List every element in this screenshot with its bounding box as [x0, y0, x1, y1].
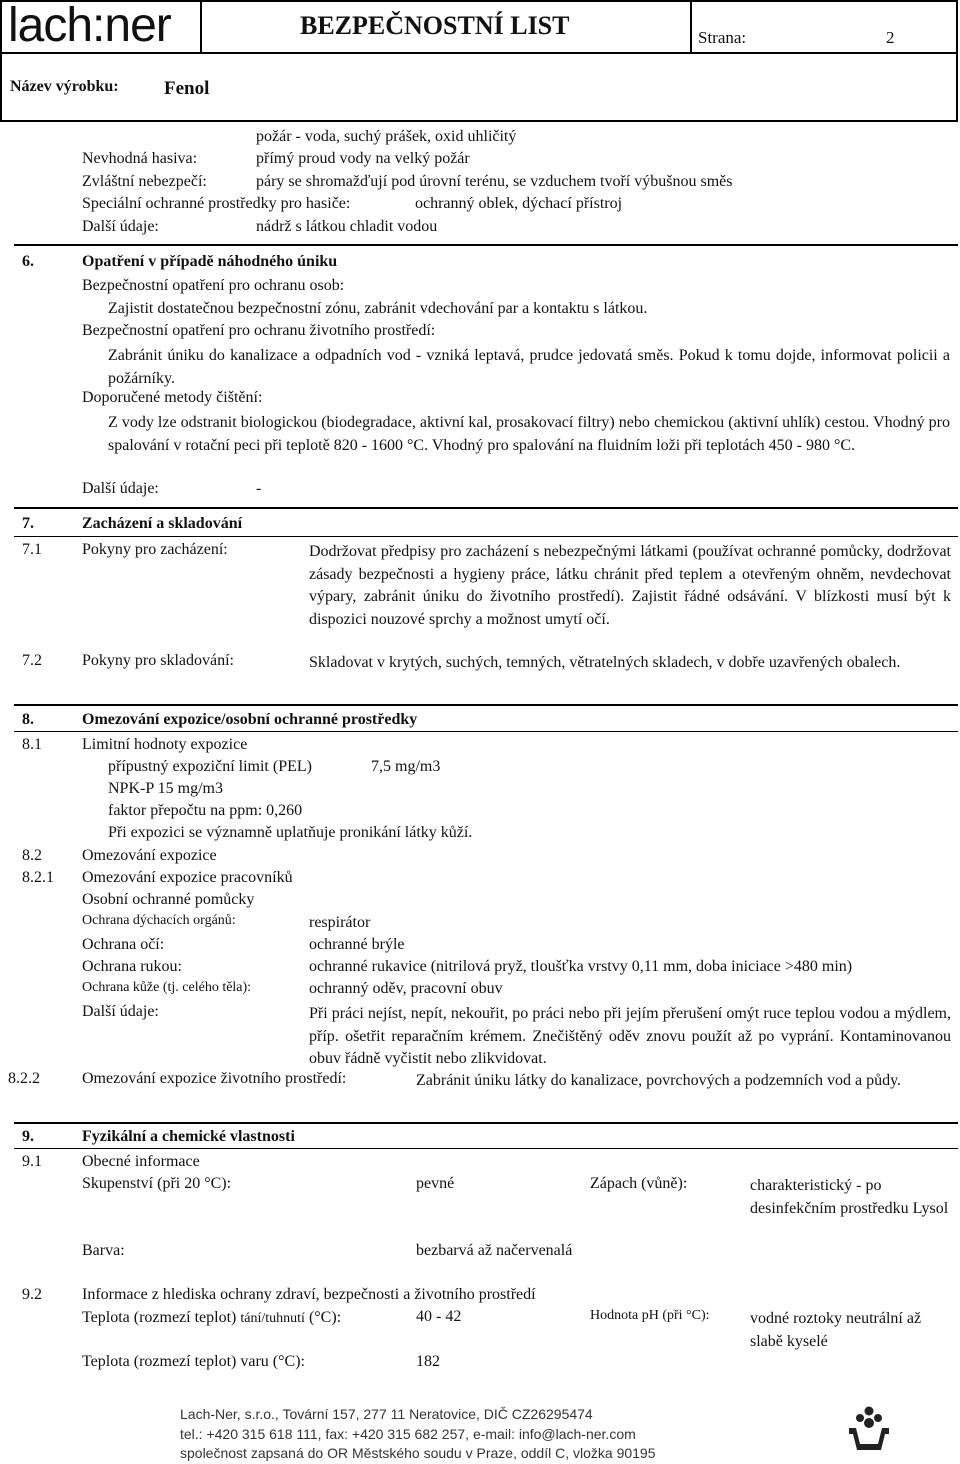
s91-number: 9.1: [22, 1153, 42, 1170]
melt-label: [82, 1309, 341, 1327]
s6-other-label: Další údaje:: [82, 480, 159, 497]
s72-label: Pokyny pro skladování:: [82, 652, 234, 669]
s5-other-label: Další údaje:: [82, 218, 159, 235]
section9-title: Fyzikální a chemické vlastnosti: [82, 1128, 295, 1145]
section8-number: 8.: [22, 711, 34, 728]
s6-other-value: -: [256, 480, 262, 497]
resp-value: respirátor: [309, 914, 371, 931]
pel-label: přípustný expoziční limit (PEL): [108, 758, 312, 775]
boil-value: 182: [416, 1353, 440, 1370]
ppm-line: faktor přepočtu na ppm: 0,260: [108, 802, 303, 819]
s72-text: Skladovat v krytých, suchých, temných, větratelných skladech, v dobře uzavřených obalech.: [309, 654, 901, 671]
document-title: BEZPEČNOSTNÍ LIST: [300, 11, 570, 40]
odor-label: Zápach (vůně):: [590, 1175, 688, 1192]
melt-label-b: tání/tuhnutí: [240, 1311, 305, 1326]
s822-text: Zabránit úniku látky do kanalizace, povrchových a podzemních vod a půdy.: [416, 1072, 902, 1089]
body-value: ochranný oděv, pracovní obuv: [309, 980, 503, 997]
footer-line-1: Lach-Ner, s.r.o., Tovární 157, 277 11 Neratovice, DIČ CZ26295474: [180, 1406, 593, 1422]
boil-label: Teplota (rozmezí teplot) varu (°C):: [82, 1353, 305, 1370]
document-header: [0, 0, 958, 122]
s82-number: 8.2: [22, 847, 42, 864]
color-label: Barva:: [82, 1242, 125, 1259]
header-top-row: [2, 2, 956, 54]
section7-rule: [14, 507, 958, 509]
s71-label: Pokyny pro zacházení:: [82, 541, 228, 558]
color-value: bezbarvá až načervenalá: [416, 1242, 573, 1259]
persons-label: Bezpečnostní opatření pro ochranu osob:: [82, 277, 345, 294]
section7-underline: [14, 536, 958, 537]
persons-text: Zajistit dostatečnou bezpečnostní zónu, zabránit vdechování par a kontaktu s látkou.: [108, 300, 648, 317]
body-label: Ochrana kůže (tj. celého těla):: [82, 980, 252, 995]
section9-number: 9.: [22, 1128, 34, 1145]
s71-number: 7.1: [22, 541, 42, 558]
footer-company-info: [180, 1405, 656, 1464]
s8-other-label: Další údaje:: [82, 1003, 159, 1020]
hands-label: Ochrana rukou:: [82, 958, 182, 975]
section8-rule: [14, 704, 958, 706]
product-label: Název výrobku:: [10, 78, 119, 95]
section6-number: 6.: [22, 253, 34, 270]
footer-line-2: tel.: +420 315 618 111, fax: +420 315 682 257, e-mail: info@lach-ner.com: [180, 1425, 636, 1442]
npk-line: NPK-P 15 mg/m3: [108, 780, 223, 797]
special-hazard-value: páry se shromažďují pod úrovní terénu, se vzduchem tvoří výbušnou směs: [256, 173, 733, 190]
section6-rule: [14, 244, 958, 246]
s92-number: 9.2: [22, 1286, 42, 1303]
title-cell: [200, 2, 692, 52]
page-label: Strana:: [698, 28, 747, 47]
clean-label: Doporučené metody čištění:: [82, 389, 263, 406]
ph-value: vodné roztoky neutrální až slabě kyselé: [750, 1310, 922, 1350]
state-label: Skupenství (při 20 °C):: [82, 1175, 232, 1192]
extinguish-media-line: požár - voda, suchý prášek, oxid uhličitý: [256, 128, 517, 145]
ph-label: Hodnota pH (při °C):: [590, 1308, 710, 1323]
product-name: Fenol: [164, 78, 210, 99]
resp-label: Ochrana dýchacích orgánů:: [82, 913, 236, 928]
s821-number: 8.2.1: [22, 869, 54, 886]
skin-note: Při expozici se významně uplatňuje pronikání látky kůží.: [108, 824, 473, 841]
s81-number: 8.1: [22, 736, 42, 753]
odor-value: charakteristický - po desinfekčním prostředku Lysol: [750, 1177, 949, 1217]
ppe-heading: Osobní ochranné pomůcky: [82, 891, 255, 908]
pel-value: 7,5 mg/m3: [371, 758, 441, 775]
logo-cell: [2, 2, 202, 52]
eyes-value: ochranné brýle: [309, 936, 405, 953]
s91-label: Obecné informace: [82, 1153, 200, 1170]
state-value: pevné: [416, 1175, 455, 1192]
section9-rule: [14, 1122, 958, 1124]
firefighter-ppe-label: Speciální ochranné prostředky pro hasiče:: [82, 195, 351, 212]
company-logo: lach:ner: [8, 0, 171, 52]
responsible-care-icon: [846, 1404, 892, 1454]
melt-label-c: (°C):: [308, 1309, 342, 1326]
unsuitable-media-value: přímý proud vody na velký požár: [256, 150, 470, 167]
page-number: 2: [886, 28, 895, 47]
s821-label: Omezování expozice pracovníků: [82, 869, 293, 886]
special-hazard-label: Zvláštní nebezpečí:: [82, 173, 207, 190]
s71-text: Dodržovat předpisy pro zacházení s nebezpečnými látkami (používat ochranné pomůcky, dodržovat zásady bezpečnosti a hygieny práce, látku chránit před teplem a otevřeným ohněm, nevdechovat výpary, zabránit úniku do životního prostředí). Zajistit řádné odsávání. V blízkosti musí být k dispozici nouzové sprchy a možnost umytí očí.: [309, 543, 951, 628]
s8-other-text: Při práci nejíst, nepít, nekouřit, po práci nebo při jejím přerušení omýt ruce teplou vodou a mýdlem, příp. ošetřit reparačním krémem. Znečištěný oděv znovu použít až po vyprání. Kontaminovanou obuv řádně vyčistit nebo zlikvidovat.: [309, 1005, 951, 1067]
env-label: Bezpečnostní opatření pro ochranu životního prostředí:: [82, 322, 436, 339]
eyes-label: Ochrana očí:: [82, 936, 165, 953]
melt-value: 40 - 42: [416, 1308, 462, 1325]
section6-title: Opatření v případě náhodného úniku: [82, 253, 338, 270]
section7-number: 7.: [22, 515, 34, 532]
s82-label: Omezování expozice: [82, 847, 217, 864]
s81-label: Limitní hodnoty expozice: [82, 736, 248, 753]
section8-underline: [14, 731, 958, 732]
melt-label-a: Teplota (rozmezí teplot): [82, 1309, 237, 1326]
clean-text: Z vody lze odstranit biologickou (biodegradace, aktivní kal, prosakovací filtry) nebo chemickou (aktivní uhlík) cestou. Vhodný pro spalování v rotační peci při teplotě 820 - 1600 °C. Vhodný pro spalování na fluidním loži při teplotách 450 - 980 °C.: [108, 414, 950, 454]
s92-label: Informace z hlediska ochrany zdraví, bezpečnosti a životního prostředí: [82, 1286, 536, 1303]
hands-value: ochranné rukavice (nitrilová pryž, tloušťka vrstvy 0,11 mm, doba iniciace >480 min): [309, 958, 853, 975]
s822-number: 8.2.2: [8, 1070, 40, 1087]
footer-line-3: společnost zapsaná do OR Městského soudu v Praze, oddíl C, vložka 90195: [180, 1445, 656, 1461]
section9-underline: [14, 1148, 958, 1149]
s72-number: 7.2: [22, 652, 42, 669]
unsuitable-media-label: Nevhodná hasiva:: [82, 150, 198, 167]
section8-title: Omezování expozice/osobní ochranné prostředky: [82, 711, 418, 728]
firefighter-ppe-value: ochranný oblek, dýchací přístroj: [415, 195, 623, 212]
s822-label: Omezování expozice životního prostředí:: [82, 1070, 347, 1087]
s5-other-value: nádrž s látkou chladit vodou: [256, 218, 438, 235]
env-text: Zabránit úniku do kanalizace a odpadních vod - vzniká leptavá, prudce jedovatá směs. Pokud k tomu dojde, informovat policii a požárníky.: [108, 347, 950, 387]
section7-title: Zacházení a skladování: [82, 515, 243, 532]
